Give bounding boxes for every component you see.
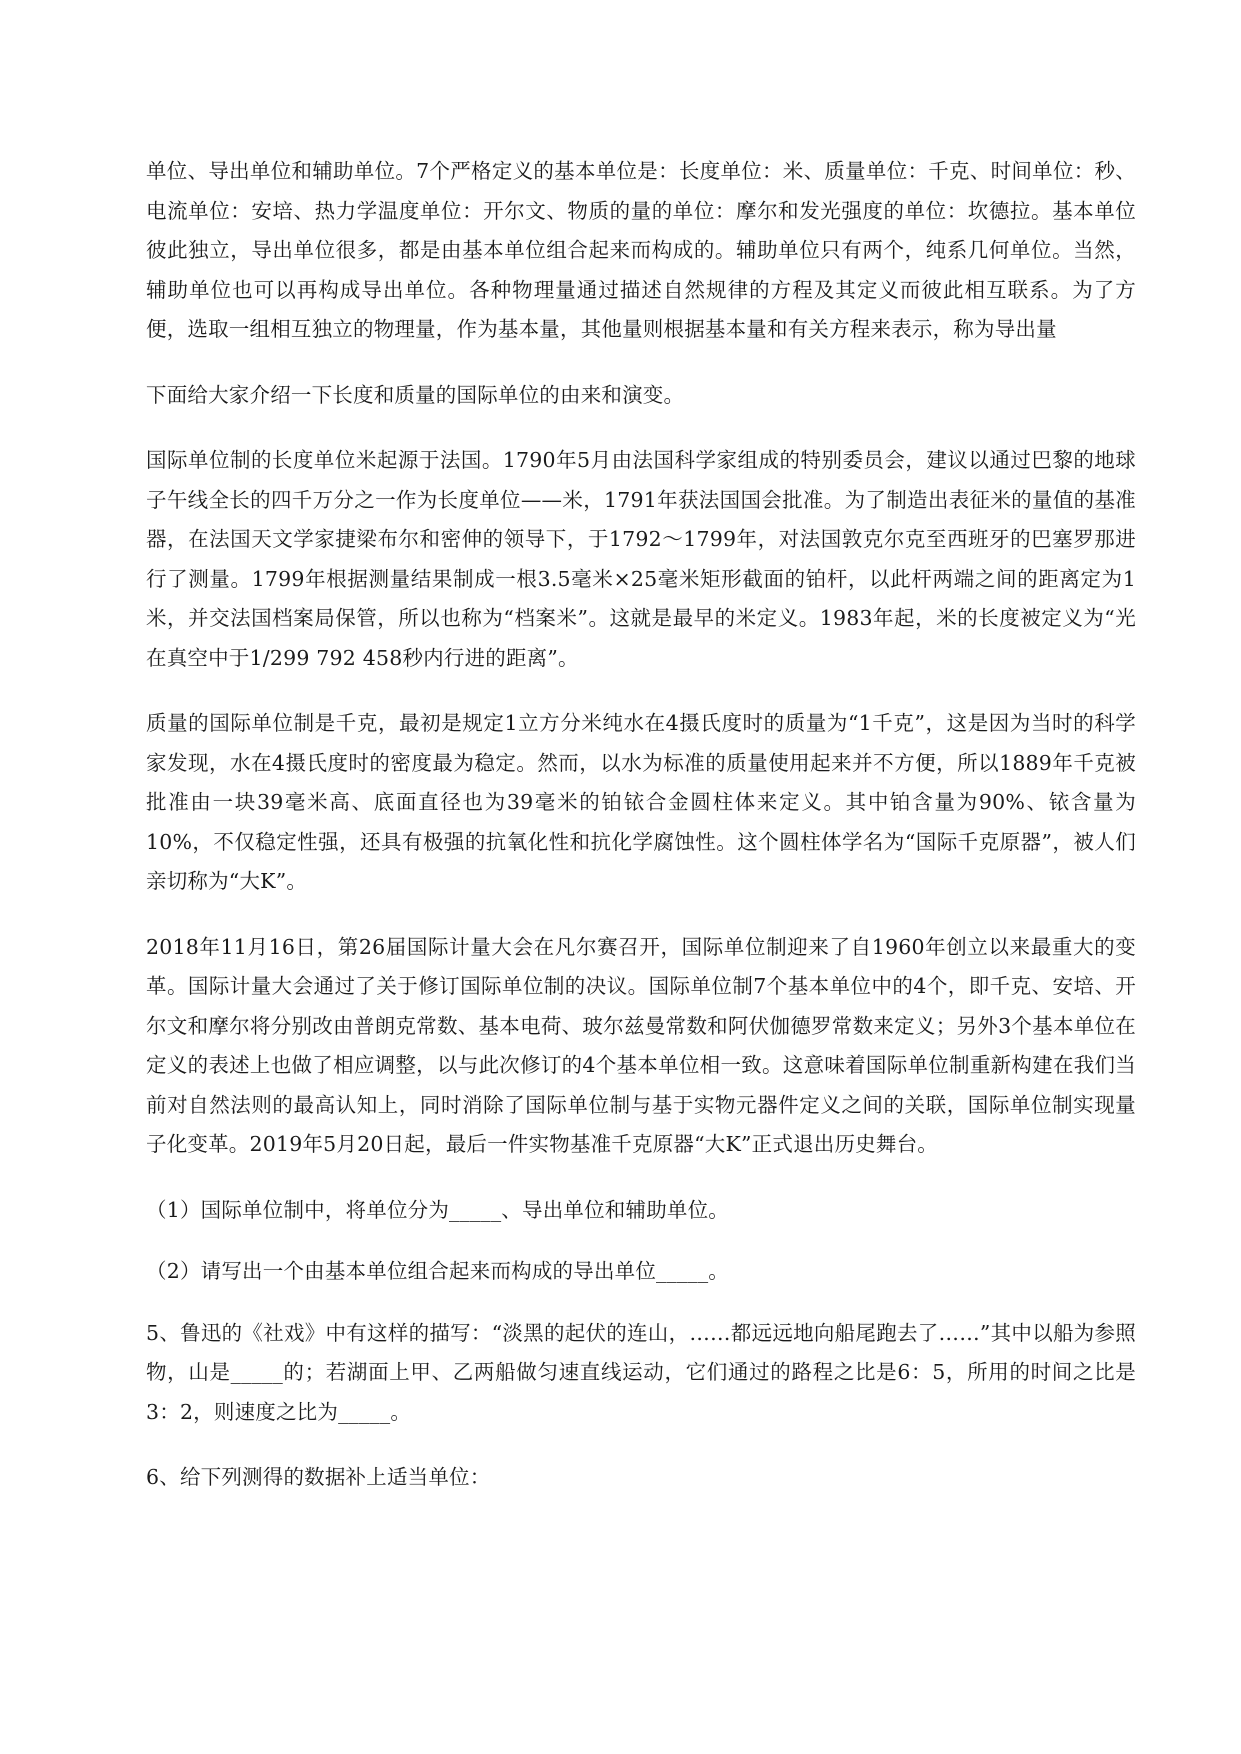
paragraph-meter-history: 国际单位制的长度单位米起源于法国。1790年5月由法国科学家组成的特别委员会，建议以通过巴黎的地球子午线全长的四千万分之一作为长度单位——米，1791年获法国国会批准。为了制造出表征米的量值的基准器，在法国天文学家捷梁布尔和密伸的领导下，于1792～1799年，对法国敦克尔克至西班牙的巴塞罗那进行了测量。1799年根据测量结果制成一根3.5毫米×25毫米矩形截面的铂杆，以此杆两端之间的距离定为1米，并交法国档案局保管，所以也称为“档案米”。这就是最早的米定义。1983年起，米的长度被定义为“光在真空中于1/299 792 458秒内行进的距离”。 bbox=[146, 448, 1136, 670]
document-page bbox=[146, 152, 1136, 1524]
paragraph-2018-revision: 2018年11月16日，第26届国际计量大会在凡尔赛召开，国际单位制迎来了自1960年创立以来最重大的变革。国际计量大会通过了关于修订国际单位制的决议。国际单位制7个基本单位中的4个，即千克、安培、开尔文和摩尔将分别改由普朗克常数、基本电荷、玻尔兹曼常数和阿伏伽德罗常数来定义；另外3个基本单位在定义的表述上也做了相应调整，以与此次修订的4个基本单位相一致。这意味着国际单位制重新构建在我们当前对自然法则的最高认知上，同时消除了国际单位制与基于实物元器件定义之间的关联，国际单位制实现量子化变革。2019年5月20日起，最后一件实物基准千克原器“大K”正式退出历史舞台。 bbox=[146, 934, 1136, 1156]
sub-question-1: （1）国际单位制中，将单位分为_____、导出单位和辅助单位。 bbox=[146, 1197, 729, 1222]
paragraph-transition: 下面给大家介绍一下长度和质量的国际单位的由来和演变。 bbox=[146, 382, 685, 407]
sub-question-2: （2）请写出一个由基本单位组合起来而构成的导出单位_____。 bbox=[146, 1259, 729, 1283]
paragraph-si-units-intro: 单位、导出单位和辅助单位。7个严格定义的基本单位是：长度单位：米、质量单位：千克、时间单位：秒、电流单位：安培、热力学温度单位：开尔文、物质的量的单位：摩尔和发光强度的单位：坎德拉。基本单位彼此独立，导出单位很多，都是由基本单位组合起来而构成的。辅助单位只有两个，纯系几何单位。当然，辅助单位也可以再构成导出单位。各种物理量通过描述自然规律的方程及其定义而彼此相互联系。为了方便，选取一组相互独立的物理量，作为基本量，其他量则根据基本量和有关方程来表示，称为导出量 bbox=[146, 159, 1136, 341]
paragraph-kilogram-history: 质量的国际单位制是千克，最初是规定1立方分米纯水在4摄氏度时的质量为“1千克”，这是因为当时的科学家发现，水在4摄氏度时的密度最为稳定。然而，以水为标准的质量使用起来并不方便，所以1889年千克被批准由一块39毫米高、底面直径也为39毫米的铂铱合金圆柱体来定义。其中铂含量为90%、铱含量为10%，不仅稳定性强，还具有极强的抗氧化性和抗化学腐蚀性。这个圆柱体学名为“国际千克原器”，被人们亲切称为“大K”。 bbox=[146, 711, 1136, 893]
question-5: 5、鲁迅的《社戏》中有这样的描写：“淡黑的起伏的连山，……都远远地向船尾跑去了……”其中以船为参照物，山是_____的；若湖面上甲、乙两船做匀速直线运动，它们通过的路程之比是6：5，所用的时间之比是3：2，则速度之比为_____。 bbox=[146, 1320, 1136, 1424]
question-6: 6、给下列测得的数据补上适当单位： bbox=[146, 1465, 491, 1489]
